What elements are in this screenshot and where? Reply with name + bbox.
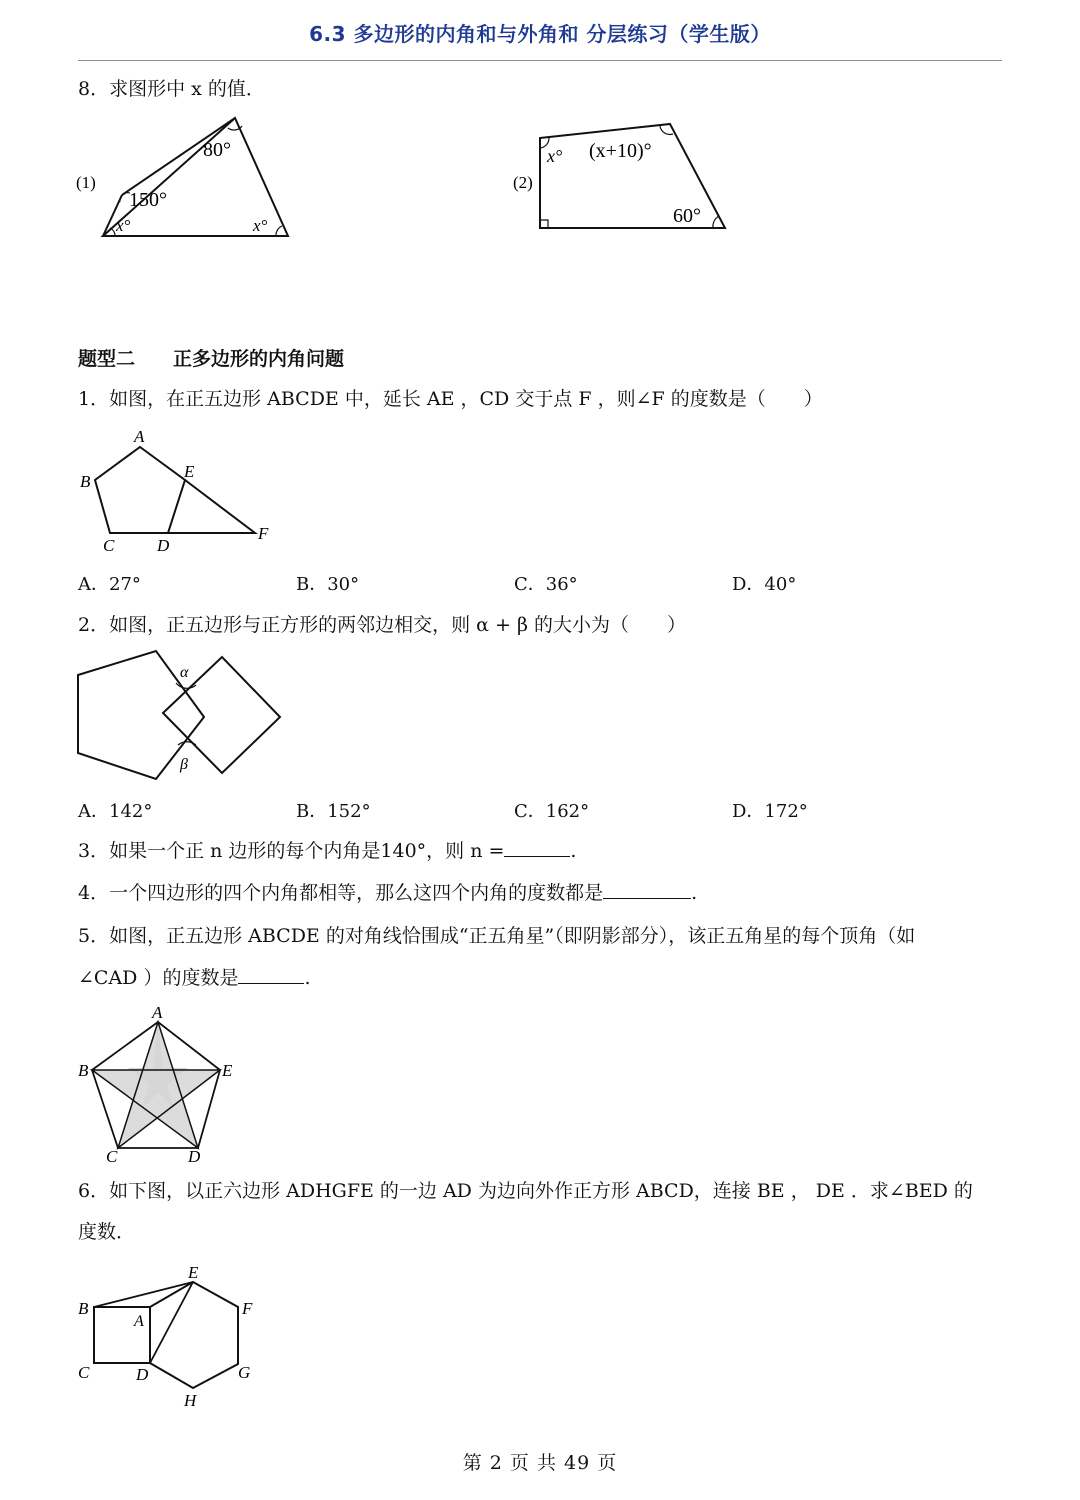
q6-hexagon [150, 1282, 238, 1388]
q8-fig2-label-x-plus-10: (x+10)° [589, 140, 652, 162]
svg-text:C: C [78, 1363, 90, 1382]
q5-text-line-2: ∠CAD ）的度数是 [78, 967, 239, 989]
svg-text:E: E [184, 462, 195, 481]
svg-text:A: A [152, 1003, 163, 1022]
q8-fig1-label-150: 150° [129, 189, 167, 211]
q8-text: 8．求图形中 x 的值． [78, 78, 265, 100]
q6-figure [70, 1262, 270, 1412]
svg-text:B: B [78, 1299, 89, 1318]
q8-fig1-label-x-right: x° [253, 216, 268, 235]
q5-line-2 [78, 965, 311, 991]
q1-option-c[interactable]: C．36° [514, 574, 578, 595]
page-header-title: 6.3 多边形的内角和与外角和 分层练习（学生版） [309, 22, 771, 46]
q5-answer-blank[interactable] [238, 965, 304, 984]
q8-fig2-tag: (2) [513, 173, 533, 192]
q2-figure [70, 645, 290, 785]
svg-text:A: A [134, 427, 145, 446]
q4-answer-blank[interactable] [603, 880, 691, 899]
q1-figure [70, 425, 290, 555]
q2-alpha-label: α [180, 664, 189, 681]
q5-figure [70, 1002, 250, 1167]
svg-text:D: D [136, 1365, 149, 1384]
q2-option-d[interactable]: D．172° [732, 801, 808, 822]
q3-answer-blank[interactable] [504, 838, 570, 857]
q8-fig2-label-x: x° [547, 146, 563, 166]
q3-line [78, 838, 576, 864]
q2-option-a[interactable]: A．142° [78, 801, 153, 822]
q2-option-b[interactable]: B．152° [296, 801, 371, 822]
q8-fig1-label-x-left: x° [116, 216, 131, 235]
svg-text:B: B [78, 1061, 89, 1080]
svg-text:E: E [188, 1263, 199, 1282]
q8-fig2-label-60: 60° [673, 205, 701, 227]
q8-figure-2 [505, 110, 745, 240]
q8-figure-1 [70, 110, 310, 250]
page-number-footer: 第 2 页 共 49 页 [462, 1452, 618, 1474]
q5-end: . [304, 967, 311, 989]
svg-text:D: D [157, 536, 170, 555]
svg-text:C: C [103, 536, 115, 555]
q1-option-a[interactable]: A．27° [78, 574, 141, 595]
q4-line [78, 880, 697, 906]
q3-end: . [570, 840, 577, 862]
q1-text: 1．如图，在正五边形 ABCDE 中，延长 AE ，CD 交于点 F ，则∠F 的度数是（ ） [78, 388, 823, 410]
q8-fig1-tag: (1) [76, 173, 96, 192]
svg-text:F: F [258, 524, 269, 543]
q2-option-c[interactable]: C．162° [514, 801, 590, 822]
svg-text:H: H [184, 1391, 197, 1410]
svg-text:F: F [242, 1299, 253, 1318]
q2-text: 2．如图，正五边形与正方形的两邻边相交，则 α + β 的大小为（ ） [78, 614, 686, 636]
svg-text:G: G [238, 1363, 251, 1382]
q1-pentagon [95, 447, 185, 533]
q3-text: 3．如果一个正 n 边形的每个内角是140°，则 n = [78, 840, 505, 862]
svg-text:A: A [134, 1313, 144, 1330]
q8-fig1-label-80: 80° [203, 139, 231, 161]
q4-end: . [691, 882, 698, 904]
q6-text-line-2: 度数． [78, 1221, 136, 1243]
section-title-type-2: 题型二 正多边形的内角问题 [78, 348, 345, 370]
q6-text-line-1: 6．如下图，以正六边形 ADHGFE 的一边 AD 为边向外作正方形 ABCD，连接 BE ， DE ．求∠BED 的 [78, 1180, 973, 1202]
q1-option-b[interactable]: B．30° [296, 574, 360, 595]
svg-text:C: C [106, 1147, 118, 1166]
q6-segment-be [94, 1282, 193, 1307]
q5-text-line-1: 5．如图，正五边形 ABCDE 的对角线恰围成“正五角星”（即阴影部分），该正五角星的每个顶角（如 [78, 925, 916, 947]
svg-text:E: E [222, 1061, 233, 1080]
q1-option-d[interactable]: D．40° [732, 574, 797, 595]
q4-text: 4．一个四边形的四个内角都相等，那么这四个内角的度数都是 [78, 882, 604, 904]
header-divider [78, 60, 1002, 61]
q1-extensions [168, 480, 255, 533]
svg-text:B: B [80, 472, 91, 491]
svg-text:D: D [188, 1147, 201, 1166]
q2-beta-label: β [180, 756, 188, 773]
